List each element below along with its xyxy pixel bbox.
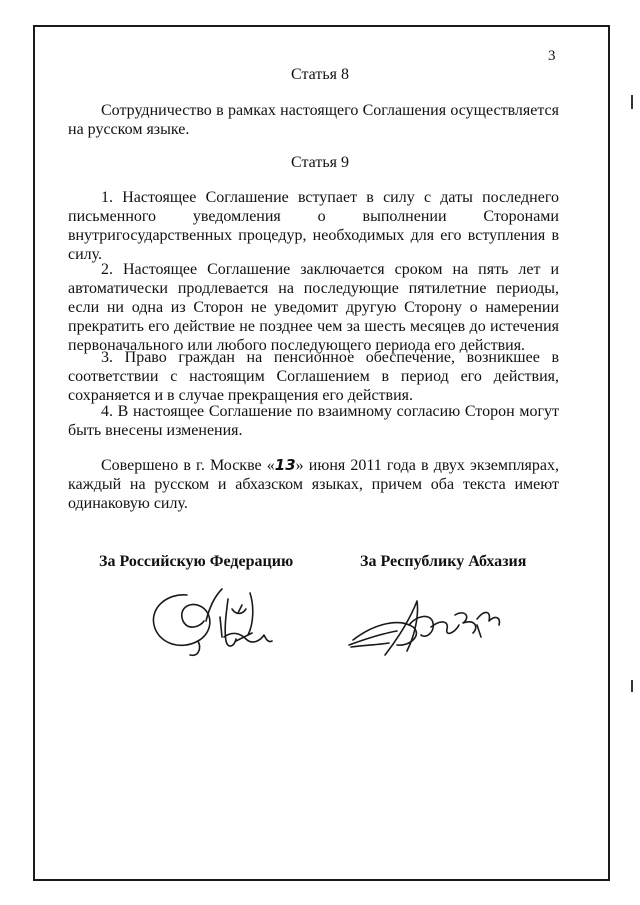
article-9-paragraph-3: 3. Право граждан на пенсионное обеспечение, возникшее в соответствии с настоящим Соглашением в период его действия, сохраняется и в случае прекращения его действия. — [68, 349, 559, 404]
page-number: 3 — [548, 48, 556, 64]
closing-text-end: » июня 2011 года в двух экземплярах, каждый на русском и абхазском языках, причем оба текста имеют одинаковую силу. — [68, 457, 559, 512]
russian-signature-image — [140, 575, 280, 660]
scan-mark — [631, 95, 633, 109]
article-9-paragraph-1: 1. Настоящее Соглашение вступает в силу с даты последнего письменного уведомления о выполнении Сторонами внутригосударственных процедур, необходимых для его вступления в силу. — [68, 189, 559, 263]
article-9-paragraph-2: 2. Настоящее Соглашение заключается сроком на пять лет и автоматически продлевается на последующие пятилетние периоды, если ни одна из Сторон не уведомит другую Сторону о намерении прекратить его действие не позднее чем за шесть месяцев до истечения первоначального или любого последующего периода его действия. — [68, 261, 559, 354]
closing-text-start: Совершено в г. Москве « — [101, 457, 275, 474]
article-9-heading: Статья 9 — [291, 154, 349, 171]
scan-mark — [631, 680, 633, 692]
article-9-paragraph-4: 4. В настоящее Соглашение по взаимному согласию Сторон могут быть внесены изменения. — [68, 403, 559, 439]
article-8-heading: Статья 8 — [291, 66, 349, 83]
abkhazian-signature-image — [345, 585, 515, 665]
russian-federation-signature-label: За Российскую Федерацию — [99, 553, 294, 570]
abkhazia-signature-label: За Республику Абхазия — [360, 553, 527, 570]
article-8-text: Сотрудничество в рамках настоящего Соглашения осуществляется на русском языке. — [68, 102, 559, 138]
handwritten-day: 13 — [274, 456, 296, 474]
closing-paragraph — [68, 456, 559, 513]
